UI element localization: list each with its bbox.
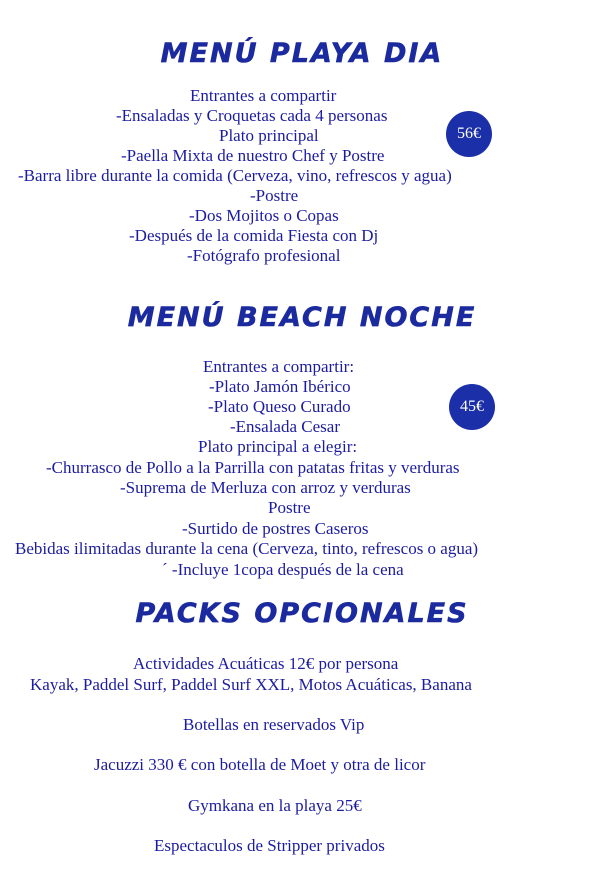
menu-noche-line: -Churrasco de Pollo a la Parrilla con patatas fritas y verduras (46, 458, 460, 477)
menu-dia-line: Plato principal (219, 126, 319, 145)
menu-noche-line: Postre (268, 498, 311, 517)
menu-dia-line: -Dos Mojitos o Copas (189, 206, 339, 225)
menu-noche-line: Entrantes a compartir: (203, 357, 355, 376)
packs-line: Kayak, Paddel Surf, Paddel Surf XXL, Motos Acuáticas, Banana (30, 675, 472, 694)
menu-noche-title: MENÚ BEACH NOCHE (127, 302, 477, 333)
menu-noche-price-badge: 45€ (449, 384, 495, 430)
packs-title: PACKS OPCIONALES (135, 598, 469, 629)
menu-noche-line: ´ -Incluye 1copa después de la cena (162, 560, 404, 579)
menu-noche-line: -Plato Queso Curado (208, 397, 351, 416)
menu-dia-line: -Barra libre durante la comida (Cerveza, vino, refrescos y agua) (18, 166, 452, 185)
packs-line: Actividades Acuáticas 12€ por persona (133, 654, 399, 673)
menu-noche-line: -Suprema de Merluza con arroz y verduras (120, 478, 411, 497)
menu-dia-line: -Ensaladas y Croquetas cada 4 personas (116, 106, 388, 125)
packs-line: Jacuzzi 330 € con botella de Moet y otra de licor (94, 755, 426, 774)
menu-dia-title: MENÚ PLAYA DIA (160, 38, 444, 69)
menu-noche-line: -Plato Jamón Ibérico (209, 377, 351, 396)
menu-noche-line: Bebidas ilimitadas durante la cena (Cerveza, tinto, refrescos o agua) (15, 539, 479, 558)
menu-dia-line: -Fotógrafo profesional (187, 246, 341, 265)
menu-noche-line: Plato principal a elegir: (198, 437, 358, 456)
packs-line: Botellas en reservados Vip (183, 715, 365, 734)
menu-noche-line: -Surtido de postres Caseros (182, 519, 369, 538)
menu-dia-price-badge: 56€ (446, 111, 492, 157)
packs-line: Espectaculos de Stripper privados (154, 836, 385, 855)
packs-line: Gymkana en la playa 25€ (188, 796, 362, 815)
menu-dia-line: -Paella Mixta de nuestro Chef y Postre (121, 146, 385, 165)
menu-dia-line: Entrantes a compartir (190, 86, 337, 105)
menu-dia-line: -Postre (250, 186, 299, 205)
menu-dia-line: -Después de la comida Fiesta con Dj (129, 226, 379, 245)
menu-noche-line: -Ensalada Cesar (230, 417, 340, 436)
